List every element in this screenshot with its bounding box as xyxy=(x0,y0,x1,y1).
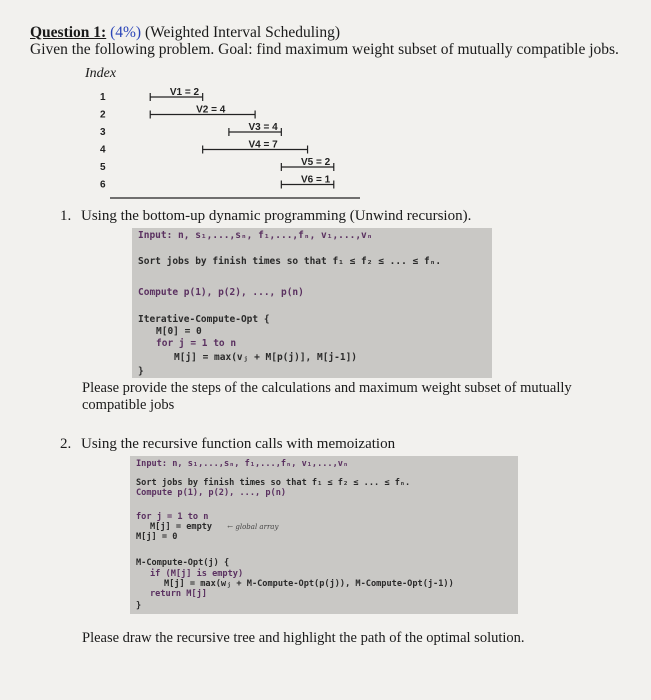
global-array-annotation: ← global array xyxy=(227,523,279,531)
code2-line-close: } xyxy=(136,601,142,611)
interval-5 xyxy=(281,157,333,171)
code2-line-sort: Sort jobs by finish times so that f₁ ≤ f₂ ≤ ... ≤ fₙ. xyxy=(136,478,411,488)
given-statement: Given the following problem. Goal: find maximum weight subset of mutually compatible jobs. xyxy=(30,41,619,58)
code-line-sort: Sort jobs by finish times so that f₁ ≤ f₂ ≤ ... ≤ fₙ. xyxy=(138,256,442,267)
interval-label: V3 = 4 xyxy=(248,122,278,133)
code-line-input: Input: n, s₁,...,sₙ, f₁,...,fₙ, v₁,...,vₙ xyxy=(138,230,373,241)
code2-line-func: M-Compute-Opt(j) { xyxy=(136,558,230,568)
part1-number: 1. xyxy=(60,208,72,224)
bottom-up-pseudocode xyxy=(132,228,492,378)
part2-heading xyxy=(60,436,395,453)
code-line-compute-p: Compute p(1), p(2), ..., p(n) xyxy=(138,287,304,298)
code-line-func: Iterative-Compute-Opt { xyxy=(138,314,270,325)
row-index: 4 xyxy=(100,144,106,156)
question-topic: (Weighted Interval Scheduling) xyxy=(144,24,340,41)
code-line-recurrence: M[j] = max(vⱼ + M[p(j)], M[j-1]) xyxy=(174,352,358,363)
part1-title: Using the bottom-up dynamic programming (Unwind recursion). xyxy=(81,208,472,224)
code2-line-for: for j = 1 to n xyxy=(136,512,209,522)
row-index: 3 xyxy=(100,127,106,138)
question-weight: (4%) xyxy=(110,24,142,41)
part1-note-line1: Please provide the steps of the calculations and maximum weight subset of mutually xyxy=(82,380,572,396)
interval-2 xyxy=(150,105,255,119)
part2-note: Please draw the recursive tree and highlight the path of the optimal solution. xyxy=(82,630,525,646)
part2-title: Using the recursive function calls with memoization xyxy=(81,436,396,452)
code2-line-input: Input: n, s₁,...,sₙ, f₁,...,fₙ, v₁,...,vₙ xyxy=(136,459,349,469)
row-index: 1 xyxy=(100,92,106,103)
interval-1 xyxy=(150,87,202,101)
code2-line-if: if (M[j] is empty) xyxy=(150,569,244,579)
code2-line-empty xyxy=(150,522,278,532)
question-number: Question 1: xyxy=(30,24,107,41)
code2-line-recurrence: M[j] = max(wⱼ + M-Compute-Opt(p(j)), M-Compute-Opt(j-1)) xyxy=(164,579,454,589)
code2-empty-text: M[j] = empty xyxy=(150,522,213,532)
row-index: 5 xyxy=(100,162,106,173)
row-index: 6 xyxy=(100,179,106,191)
code2-line-compute-p: Compute p(1), p(2), ..., p(n) xyxy=(136,488,287,498)
part2-number: 2. xyxy=(60,436,72,452)
interval-label: V5 = 2 xyxy=(300,157,331,168)
row-index: 2 xyxy=(100,109,106,121)
part1-heading xyxy=(60,208,471,225)
interval-label: V1 = 2 xyxy=(169,87,200,98)
part1-note-line2: compatible jobs xyxy=(82,397,175,413)
index-label: Index xyxy=(85,66,117,81)
code2-line-init: M[j] = 0 xyxy=(136,532,178,542)
interval-6 xyxy=(281,175,333,189)
interval-label: V4 = 7 xyxy=(248,139,278,151)
memoized-pseudocode xyxy=(130,456,518,614)
code-line-init: M[0] = 0 xyxy=(156,326,202,337)
code2-line-return: return M[j] xyxy=(150,589,207,599)
interval-3 xyxy=(229,122,281,136)
interval-label: V2 = 4 xyxy=(196,104,226,116)
code-line-close: } xyxy=(138,366,144,377)
interval-4 xyxy=(203,140,308,154)
interval-label: V6 = 1 xyxy=(300,174,331,186)
code-line-for: for j = 1 to n xyxy=(156,338,237,349)
